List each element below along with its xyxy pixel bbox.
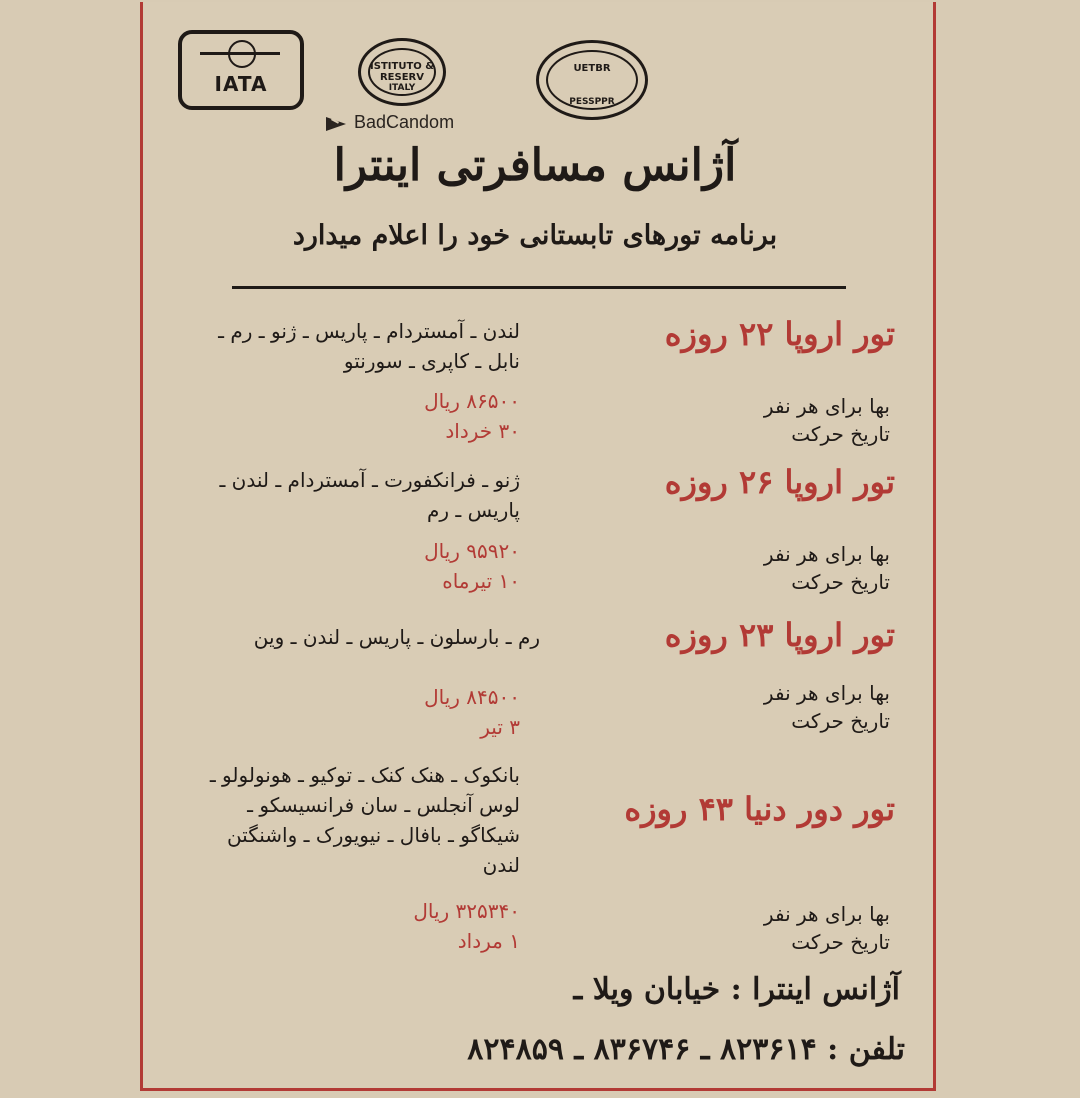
tour-route: لندن ـ آمستردام ـ پاریس ـ ژنو ـ رم ـ نابل ـ کاپری ـ سورنتو [218,319,520,373]
agency-address: آژانس اینترا : خیابان ویلا ـ [573,972,900,1007]
divider-line [232,286,846,289]
badge2-caption-2: PESSPPR [569,97,615,107]
tour-values [330,896,520,956]
wings-icon [200,52,280,63]
tour-values [330,536,520,596]
tour-price: ۸۶۵۰۰ ریال [424,389,520,413]
date-label: تاریخ حرکت [791,570,890,594]
price-label: بها برای هر نفر [763,902,890,926]
tour-date: ۱ مرداد [457,929,520,953]
tour-date: ۱۰ تیرماه [442,569,520,593]
badge2-caption: UETBR [573,63,611,74]
tour-labels [710,392,890,448]
iata-logo [178,30,304,110]
tour-heading: تور اروپا ۲۳ روزه [664,616,895,654]
tour-heading: تور اروپا ۲۶ روزه [664,463,895,501]
tour-values [330,682,520,742]
date-label: تاریخ حرکت [791,709,890,733]
tour-price: ۸۴۵۰۰ ریال [424,685,520,709]
tour-route: رم ـ بارسلون ـ پاریس ـ لندن ـ وین [253,625,540,649]
tour-values [330,386,520,446]
price-label: بها برای هر نفر [763,394,890,418]
agency-subtitle: برنامه تورهای تابستانی خود را اعلام میدارد [292,220,778,251]
badge1-caption-2: ITALY [388,83,416,93]
association-badge-2 [536,40,648,120]
tour-heading: تور دور دنیا ۴۳ روزه [624,790,895,828]
tour-price: ۹۵۹۲۰ ریال [424,539,520,563]
agency-phone: تلفن : ۸۲۳۶۱۴ ـ ۸۳۶۷۴۶ ـ ۸۲۴۸۵۹ [467,1032,905,1067]
watermark [326,112,454,133]
badge1-caption: ISTITUTO & RESERV [370,61,434,83]
tour-labels [710,900,890,956]
tour-route: ژنو ـ فرانکفورت ـ آمستردام ـ لندن ـ پاریس ـ رم [219,468,520,522]
tour-date: ۳۰ خرداد [445,419,520,443]
date-label: تاریخ حرکت [791,930,890,954]
iata-logo-text: IATA [214,72,268,96]
tour-date: ۳ تیر [480,715,520,739]
date-label: تاریخ حرکت [791,422,890,446]
agency-title: آژانس مسافرتی اینترا [333,140,737,191]
price-label: بها برای هر نفر [763,542,890,566]
tour-route: بانکوک ـ هنک کنک ـ توکیو ـ هونولولو ـ لوس آنجلس ـ سان فرانسیسکو ـ شیکاگو ـ بافال ـ نیویورک ـ واشنگتن لندن [209,763,520,877]
tour-heading: تور اروپا ۲۲ روزه [664,315,895,353]
price-label: بها برای هر نفر [763,681,890,705]
tour-price: ۳۲۵۳۴۰ ریال [413,899,520,923]
tour-labels [710,540,890,596]
tour-labels [710,679,890,735]
watermark-text: BadCandom [354,112,455,132]
paper-plane-icon [326,115,348,131]
association-badge-1 [358,38,446,106]
